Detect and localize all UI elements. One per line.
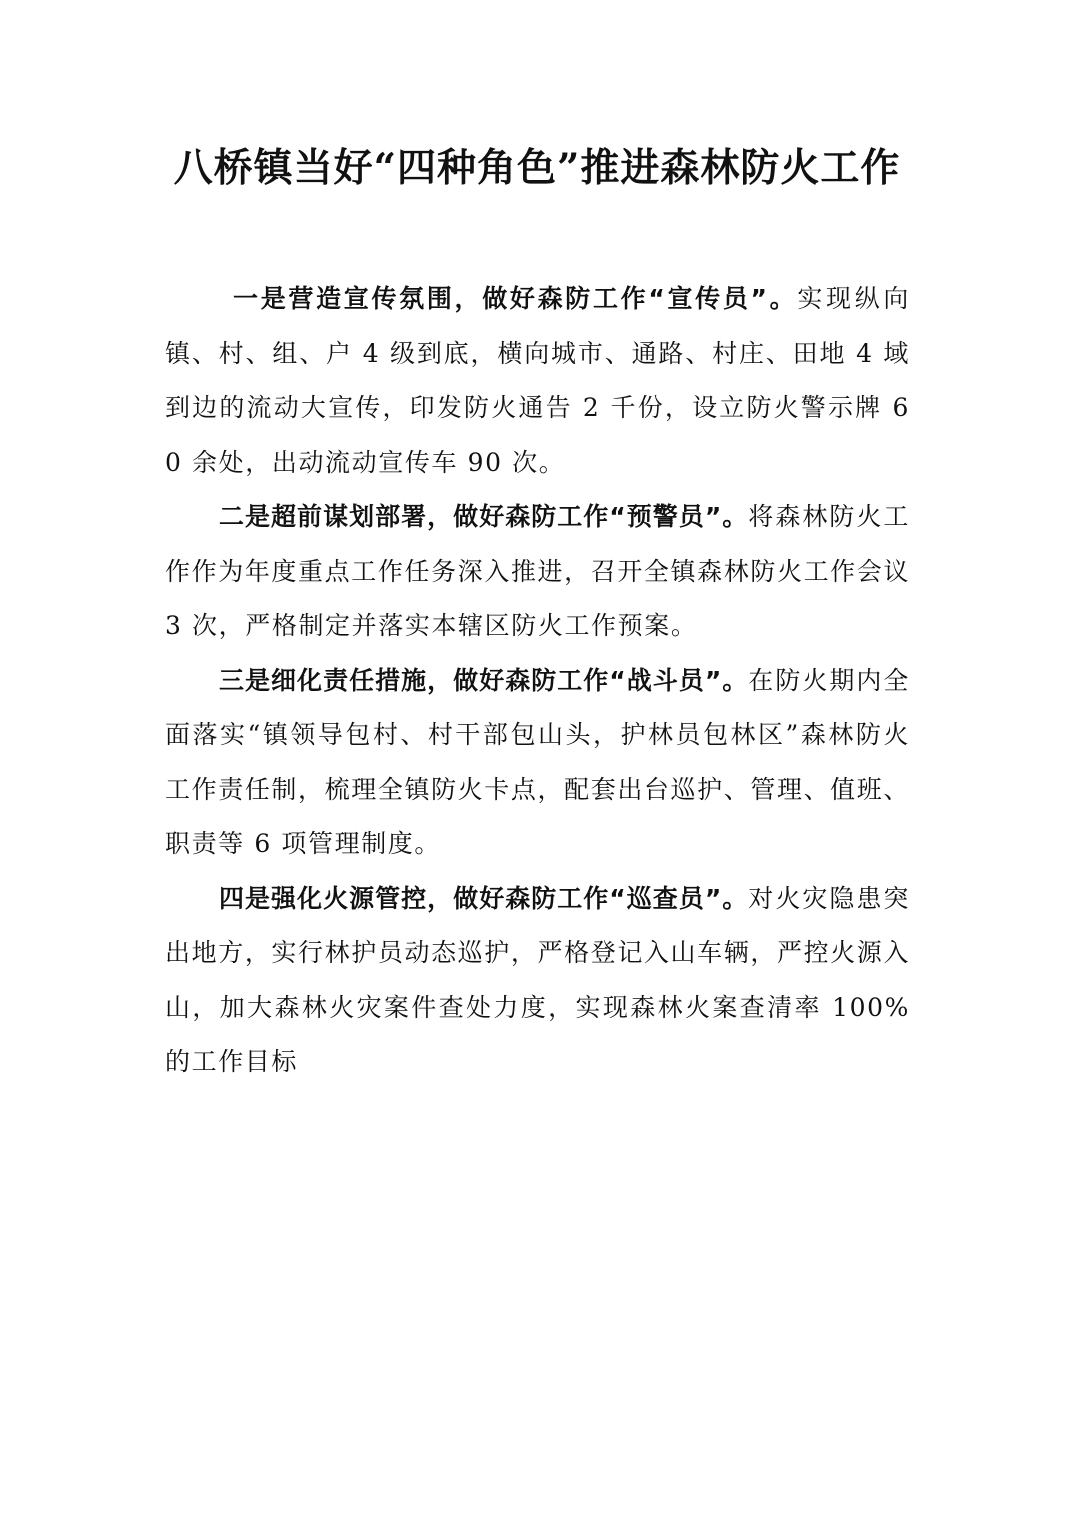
paragraph-text: 对火灾隐患突出地方，实行林护员动态巡护，严格登记入山车辆，严控火源入山，加大森林火灾案件查处力度，实现森林火案查清率 100%的工作目标 <box>165 883 910 1076</box>
paragraph-lead: 二是超前谋划部署，做好森防工作“预警员”。 <box>219 502 749 531</box>
paragraph-inspection <box>165 872 910 1090</box>
paragraph-publicity <box>165 272 910 490</box>
paragraph-text: 将森林防火工作作为年度重点工作任务深入推进，召开全镇森林防火工作会议 3 次，严格制定并落实本辖区防火工作预案。 <box>165 502 910 640</box>
paragraph-warning <box>165 490 910 654</box>
paragraph-text: 实现纵向镇、村、组、户 4 级到底，横向城市、通路、村庄、田地 4 域到边的流动大宣传，印发防火通告 2 千份，设立防火警示牌 60 余处，出动流动宣传车 90 次。 <box>165 284 910 477</box>
document-title: 八桥镇当好“四种角色”推进森林防火工作 <box>173 145 901 191</box>
document-body <box>165 272 910 1090</box>
paragraph-lead: 一是营造宣传氛围，做好森防工作“宣传员”。 <box>233 284 798 313</box>
paragraph-text: 在防火期内全面落实“镇领导包村、村干部包山头，护林员包林区”森林防火工作责任制，梳理全镇防火卡点，配套出台巡护、管理、值班、职责等 6 项管理制度。 <box>165 665 910 858</box>
paragraph-lead: 四是强化火源管控，做好森防工作“巡查员”。 <box>219 883 749 913</box>
paragraph-lead: 三是细化责任措施，做好森防工作“战斗员”。 <box>219 665 749 695</box>
paragraph-responsibility <box>165 654 910 872</box>
